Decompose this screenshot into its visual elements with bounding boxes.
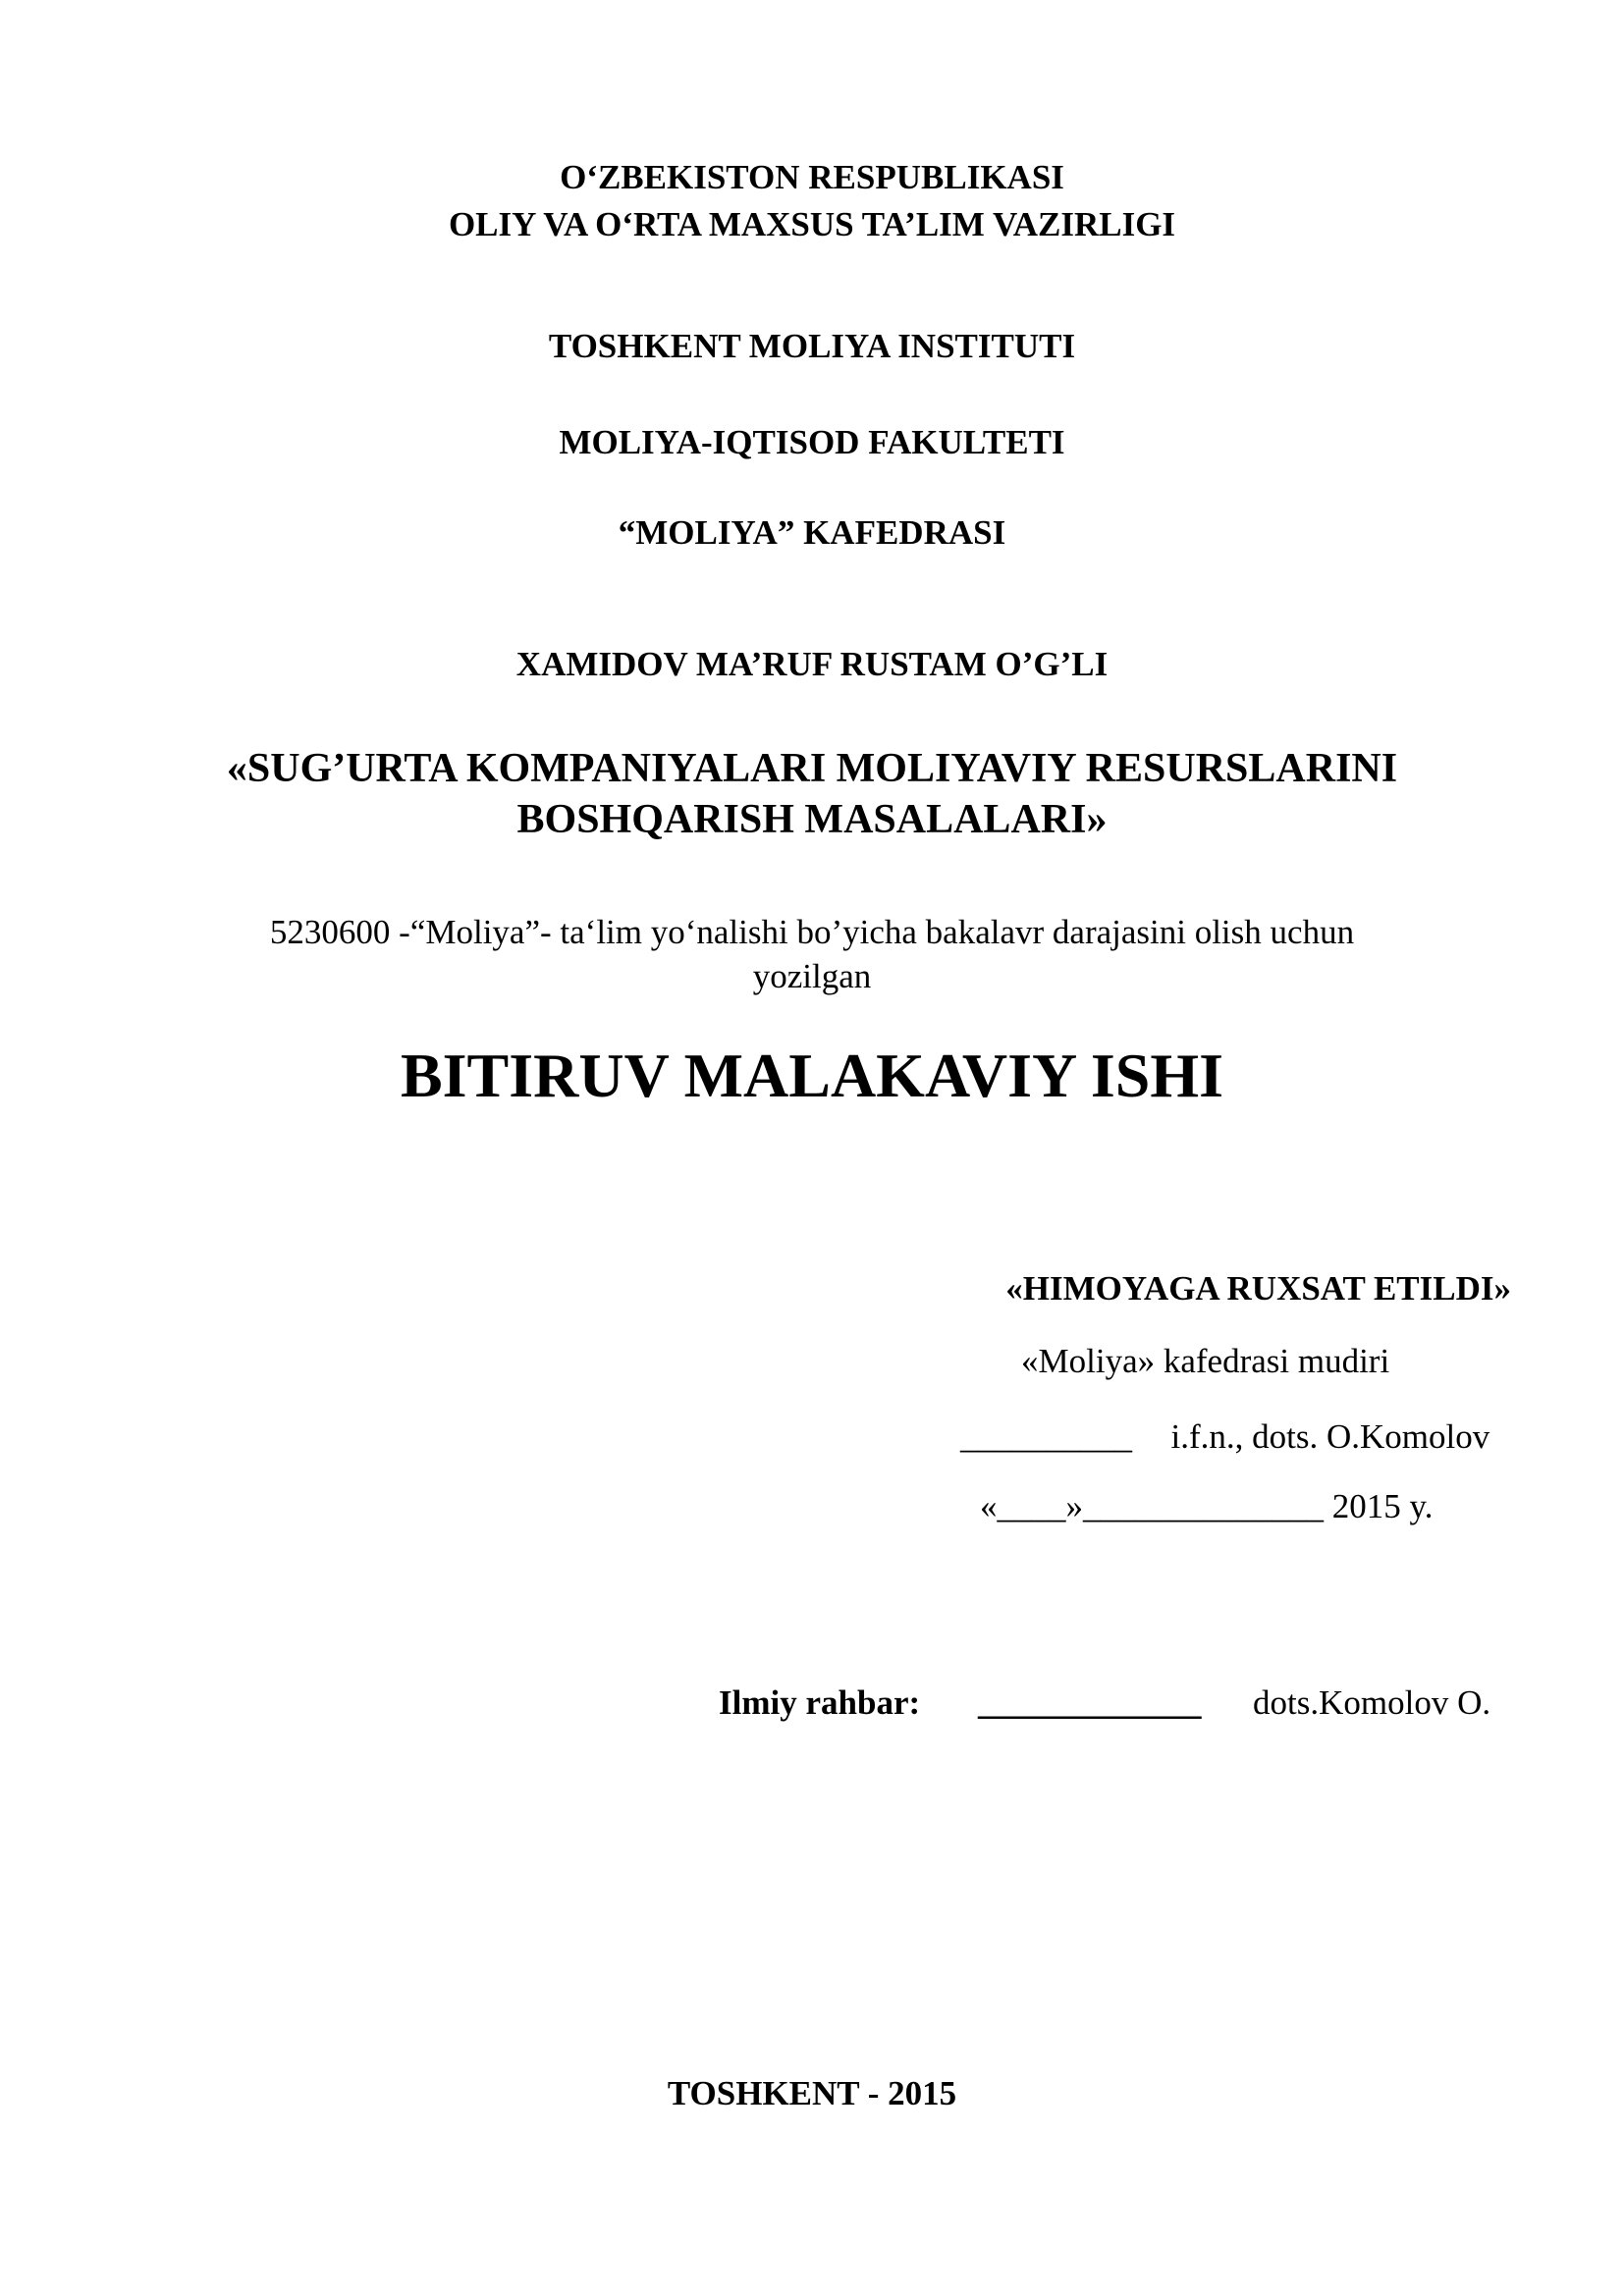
thesis-theme-line-1: «SUG’URTA KOMPANIYALARI MOLIYAVIY RESURSLARINI (226, 746, 1398, 791)
supervisor-signature-blank: _____________ (978, 1683, 1202, 1722)
author-name: XAMIDOV MA’RUF RUSTAM O’G’LI (515, 645, 1109, 683)
approval-position: «Moliya» kafedrasi mudiri (1021, 1342, 1390, 1380)
work-type-title: BITIRUV MALAKAVIY ISHI (400, 1041, 1224, 1110)
approval-signature-blank: __________ (960, 1417, 1132, 1456)
institute-name: TOSHKENT MOLIYA INSTITUTI (548, 327, 1076, 365)
city-year: TOSHKENT - 2015 (667, 2074, 957, 2112)
supervisor-label: Ilmiy rahbar: (719, 1683, 921, 1722)
faculty-name: MOLIYA-IQTISOD FAKULTETI (559, 423, 1065, 461)
approval-date-line: «____»______________ 2015 y. (980, 1487, 1434, 1525)
country-name: O‘ZBEKISTON RESPUBLIKASI (560, 158, 1064, 196)
approval-title: «HIMOYAGA RUXSAT ETILDI» (1005, 1269, 1511, 1308)
ministry-name: OLIY VA O‘RTA MAXSUS TA’LIM VAZIRLIGI (448, 205, 1176, 243)
degree-purpose-line-2: yozilgan (752, 957, 872, 995)
supervisor-name: dots.Komolov O. (1253, 1683, 1491, 1722)
degree-purpose-line-1: 5230600 -“Moliya”- ta‘lim yo‘nalishi bo’yicha bakalavr darajasini olish uchun (269, 913, 1355, 951)
approval-signatory: i.f.n., dots. O.Komolov (1170, 1417, 1490, 1456)
department-name: “MOLIYA” KAFEDRASI (618, 513, 1006, 552)
thesis-theme-line-2: BOSHQARISH MASALALARI» (516, 797, 1108, 842)
approval-signature-line (960, 1415, 1489, 1459)
